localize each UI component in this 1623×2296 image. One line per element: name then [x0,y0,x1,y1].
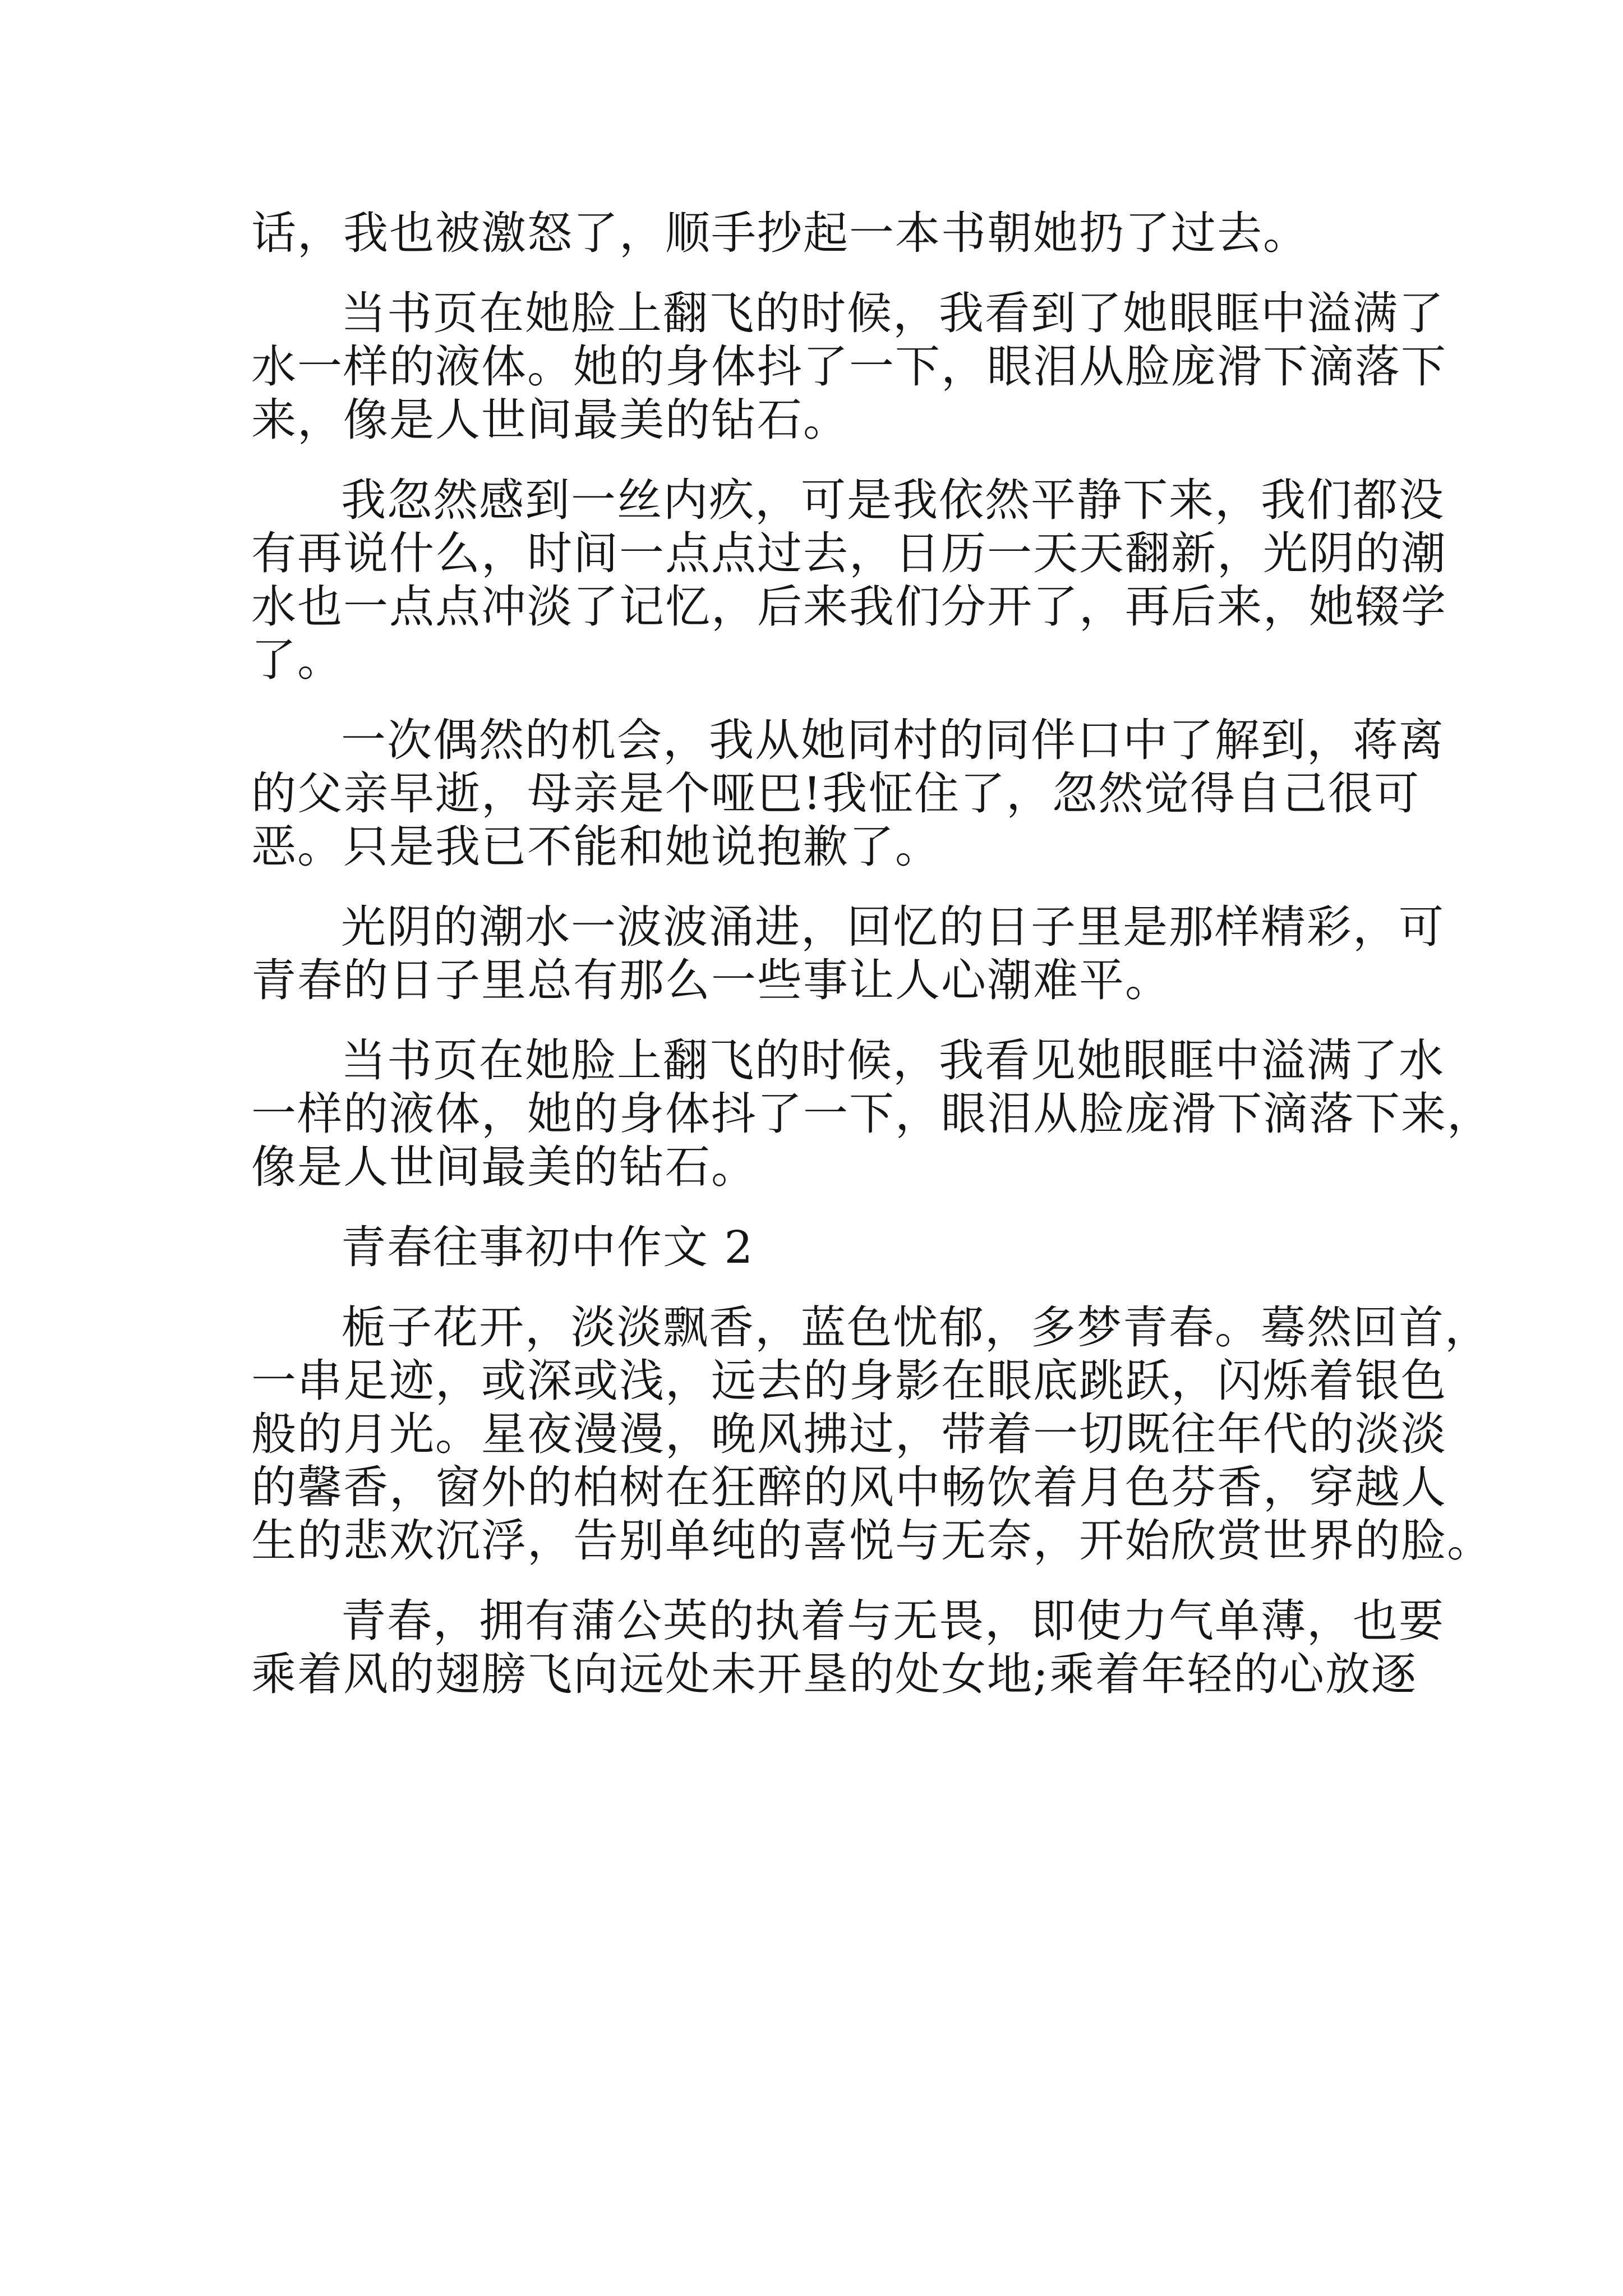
text-line: 水一样的液体。她的身体抖了一下，眼泪从脸庞滑下滴落下 [251,341,1447,393]
paragraph-gap [251,1007,1387,1034]
paragraph-first-line: 栀子花开，淡淡飘香，蓝色忧郁，多梦青春。蓦然回首， [341,1301,1491,1354]
paragraph-gap [251,1274,1387,1301]
text-line: 来，像是人世间最美的钻石。 [251,394,849,446]
text-line: 的馨香，窗外的柏树在狂醉的风中畅饮着月色芬香，穿越人 [251,1461,1447,1513]
paragraph-first-line: 我忽然感到一丝内疚，可是我依然平静下来，我们都没 [341,474,1445,526]
paragraph-gap [251,1567,1387,1594]
text-line: 一串足迹，或深或浅，远去的身影在眼底跳跃，闪烁着银色 [251,1355,1447,1407]
text-line: 生的悲欢沉浮，告别单纯的喜悦与无奈，开始欣赏世界的脸。 [251,1515,1493,1567]
paragraph-gap [251,873,1387,900]
text-line: 有再说什么，时间一点点过去，日历一天天翻新，光阴的潮 [251,527,1447,579]
paragraph-gap [251,260,1387,287]
text-line: 像是人世间最美的钻石。 [251,1141,757,1193]
paragraph-gap [251,687,1387,714]
paragraph-gap [251,447,1387,473]
paragraph-gap [251,1194,1387,1221]
paragraph-first-line: 当书页在她脸上翻飞的时候，我看见她眼眶中溢满了水 [341,1034,1445,1087]
paragraph-first-line: 青春往事初中作文 2 [341,1221,754,1273]
text-line: 青春的日子里总有那么一些事让人心潮难平。 [251,954,1171,1006]
paragraph-first-line: 一次偶然的机会，我从她同村的同伴口中了解到，蒋离 [341,714,1445,766]
paragraph-first-line: 光阴的潮水一波波涌进，回忆的日子里是那样精彩，可 [341,901,1445,953]
text-line: 一样的液体，她的身体抖了一下，眼泪从脸庞滑下滴落下来， [251,1088,1493,1140]
document-body [251,206,1493,1701]
text-line: 的父亲早逝，母亲是个哑巴!我怔住了，忽然觉得自己很可 [251,767,1421,820]
paragraph-first-line: 青春，拥有蒲公英的执着与无畏，即使力气单薄，也要 [341,1595,1445,1647]
text-line: 水也一点点冲淡了记忆，后来我们分开了，再后来，她辍学 [251,581,1447,633]
text-line: 了。 [251,634,343,686]
text-line: 话，我也被激怒了，顺手抄起一本书朝她扔了过去。 [251,207,1309,259]
paragraph-first-line: 当书页在她脸上翻飞的时候，我看到了她眼眶中溢满了 [341,287,1445,339]
text-line: 恶。只是我已不能和她说抱歉了。 [251,821,941,873]
text-line: 乘着风的翅膀飞向远处未开垦的处女地;乘着年轻的心放逐 [251,1648,1417,1700]
text-line: 般的月光。星夜漫漫，晚风拂过，带着一切既往年代的淡淡 [251,1408,1447,1460]
